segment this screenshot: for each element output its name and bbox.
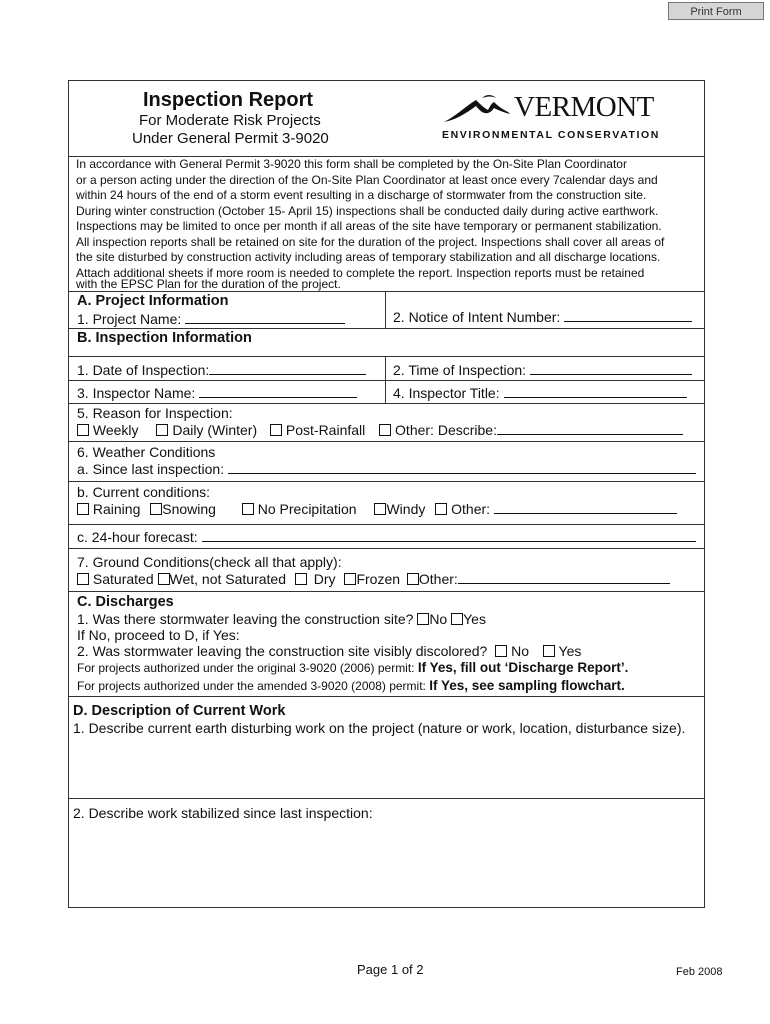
forecast-field[interactable] — [77, 528, 696, 545]
if-no-text: If No, proceed to D, if Yes: — [77, 627, 240, 643]
current-conditions-label: b. Current conditions: — [77, 484, 211, 500]
dry-label: Dry — [313, 571, 336, 587]
raining-label: Raining — [92, 501, 141, 517]
inspector-name-input[interactable] — [199, 384, 357, 398]
intro-line: within 24 hours of the end of a storm event resulting in a discharge of stormwater from the construction site. — [76, 188, 647, 202]
intro-line: with the EPSC Plan for the duration of the project. — [76, 277, 341, 291]
divider — [68, 441, 705, 442]
divider — [68, 696, 705, 697]
since-last-input[interactable] — [228, 460, 696, 474]
page-title: Inspection Report — [143, 89, 314, 111]
other-reason-label: Other: Describe: — [395, 422, 497, 438]
q2-no-checkbox[interactable] — [495, 645, 507, 657]
divider — [68, 548, 705, 549]
ground-other-input[interactable] — [458, 570, 670, 584]
intro-line: or a person acting under the direction of the On-Site Plan Coordinator at least once every 7calendar days and — [76, 172, 658, 187]
amended-permit-bold: If Yes, see sampling flowchart. — [429, 678, 625, 693]
discharge-q2 — [77, 643, 581, 659]
q1-yes-label: Yes — [463, 611, 486, 627]
inspector-name-field[interactable] — [77, 384, 357, 401]
time-input[interactable] — [530, 361, 692, 375]
other-weather-checkbox[interactable] — [435, 503, 447, 515]
divider — [68, 524, 705, 525]
date-field[interactable] — [77, 361, 366, 378]
current-work-textarea[interactable] — [70, 738, 703, 796]
original-permit-text: For projects authorized under the original 3-9020 (2006) permit: — [77, 661, 415, 675]
forecast-input[interactable] — [202, 528, 696, 542]
notice-intent-field[interactable] — [393, 308, 692, 325]
weekly-label: Weekly — [92, 422, 139, 438]
no-precip-label: No Precipitation — [257, 501, 357, 517]
intro-line: During winter construction (October 15- April 15) inspections shall be conducted daily during active earthwork. — [76, 203, 659, 218]
dry-checkbox[interactable] — [295, 573, 307, 585]
original-permit-bold: If Yes, fill out ‘Discharge Report’. — [417, 660, 629, 675]
intro-line: In accordance with General Permit 3-9020 this form shall be completed by the On-Site Plan Coordinator — [76, 157, 627, 171]
post-rainfall-checkbox[interactable] — [270, 424, 282, 436]
raining-checkbox[interactable] — [77, 503, 89, 515]
page-number: Page 1 of 2 — [357, 962, 424, 977]
ground-options — [77, 570, 670, 587]
inspector-title-input[interactable] — [504, 384, 687, 398]
daily-winter-checkbox[interactable] — [156, 424, 168, 436]
inspector-name-label: 3. Inspector Name: — [77, 385, 196, 401]
weekly-checkbox[interactable] — [77, 424, 89, 436]
time-field[interactable] — [393, 361, 692, 378]
intro-line: Inspections may be limited to once per month if all areas of the site have temporary or permanent stabilization. — [76, 219, 662, 233]
logo-subtitle: ENVIRONMENTAL CONSERVATION — [442, 129, 660, 141]
page-subtitle-1: For Moderate Risk Projects — [139, 112, 321, 129]
saturated-checkbox[interactable] — [77, 573, 89, 585]
intro-line: the site disturbed by construction activity including areas of temporary stabilization and all discharge locations. — [76, 250, 661, 264]
discharge-q1-label: 1. Was there stormwater leaving the construction site? — [77, 611, 414, 627]
ground-label: 7. Ground Conditions(check all that apply): — [77, 554, 342, 570]
other-weather-label: Other: — [451, 501, 491, 517]
footer-date: Feb 2008 — [676, 966, 723, 978]
logo-vermont: VERMONT — [514, 91, 654, 123]
page-subtitle-2: Under General Permit 3-9020 — [132, 130, 329, 147]
post-rainfall-label: Post-Rainfall — [285, 422, 366, 438]
ground-other-checkbox[interactable] — [407, 573, 419, 585]
intro-line: Attach additional sheets if more room is needed to complete the report. Inspection reports must be retained — [76, 265, 645, 280]
project-name-label: 1. Project Name: — [77, 311, 182, 327]
since-last-field[interactable] — [77, 460, 696, 477]
q1-yes-checkbox[interactable] — [451, 613, 463, 625]
weather-label: 6. Weather Conditions — [77, 444, 216, 460]
divider-vertical — [385, 356, 386, 403]
project-name-field[interactable] — [77, 310, 345, 327]
other-reason-checkbox[interactable] — [379, 424, 391, 436]
snowing-checkbox[interactable] — [150, 503, 162, 515]
divider — [68, 380, 705, 381]
wet-not-saturated-checkbox[interactable] — [158, 573, 170, 585]
saturated-label: Saturated — [92, 571, 154, 587]
other-reason-input[interactable] — [497, 421, 683, 435]
current-work-question: 1. Describe current earth disturbing work on the project (nature or work, location, disturbance size). — [73, 720, 686, 736]
project-name-input[interactable] — [185, 310, 345, 324]
discharge-q2-label: 2. Was stormwater leaving the construction site visibly discolored? — [77, 643, 488, 659]
forecast-label: c. 24-hour forecast: — [77, 529, 198, 545]
inspector-title-field[interactable] — [393, 384, 687, 401]
current-conditions-options — [77, 500, 677, 517]
amended-permit-note — [77, 678, 625, 695]
daily-winter-label: Daily (Winter) — [172, 422, 258, 438]
divider — [68, 403, 705, 404]
q2-yes-checkbox[interactable] — [543, 645, 555, 657]
date-label: 1. Date of Inspection: — [77, 362, 210, 378]
other-weather-input[interactable] — [494, 500, 677, 514]
reason-label: 5. Reason for Inspection: — [77, 405, 233, 421]
section-d-heading: D. Description of Current Work — [73, 703, 286, 719]
time-label: 2. Time of Inspection: — [393, 362, 527, 378]
date-input[interactable] — [209, 361, 366, 375]
divider — [68, 481, 705, 482]
reason-options — [77, 421, 683, 438]
divider — [68, 798, 705, 799]
snowing-label: Snowing — [162, 501, 216, 517]
notice-intent-input[interactable] — [564, 308, 692, 322]
intro-line: All inspection reports shall be retained on site for the duration of the project. Inspections shall cover all areas of — [76, 234, 665, 249]
section-a-heading: A. Project Information — [77, 293, 229, 309]
section-c-heading: C. Discharges — [77, 594, 174, 610]
amended-permit-text: For projects authorized under the amended 3-9020 (2008) permit: — [77, 679, 426, 693]
divider — [68, 591, 705, 592]
print-form-button[interactable]: Print Form — [668, 2, 764, 20]
since-last-label: a. Since last inspection: — [77, 461, 225, 477]
no-precip-checkbox[interactable] — [242, 503, 254, 515]
q1-no-checkbox[interactable] — [417, 613, 429, 625]
divider — [68, 328, 705, 329]
q2-no-label: No — [511, 643, 530, 659]
stabilized-work-question: 2. Describe work stabilized since last inspection: — [73, 805, 373, 821]
frozen-label: Frozen — [356, 571, 401, 587]
frozen-checkbox[interactable] — [344, 573, 356, 585]
vermont-logo — [442, 91, 660, 142]
q1-no-label: No — [429, 611, 448, 627]
discharge-q1 — [77, 611, 486, 627]
windy-checkbox[interactable] — [374, 503, 386, 515]
divider — [68, 356, 705, 357]
wet-not-saturated-label: Wet, not Saturated — [169, 571, 286, 587]
ground-other-label: Other: — [418, 571, 458, 587]
inspector-title-label: 4. Inspector Title: — [393, 385, 500, 401]
divider-vertical — [385, 291, 386, 328]
windy-label: Windy — [386, 501, 426, 517]
original-permit-note — [77, 660, 628, 677]
notice-intent-label: 2. Notice of Intent Number: — [393, 309, 561, 325]
section-b-heading: B. Inspection Information — [77, 330, 252, 346]
q2-yes-label: Yes — [558, 643, 582, 659]
stabilized-work-textarea[interactable] — [70, 823, 703, 905]
